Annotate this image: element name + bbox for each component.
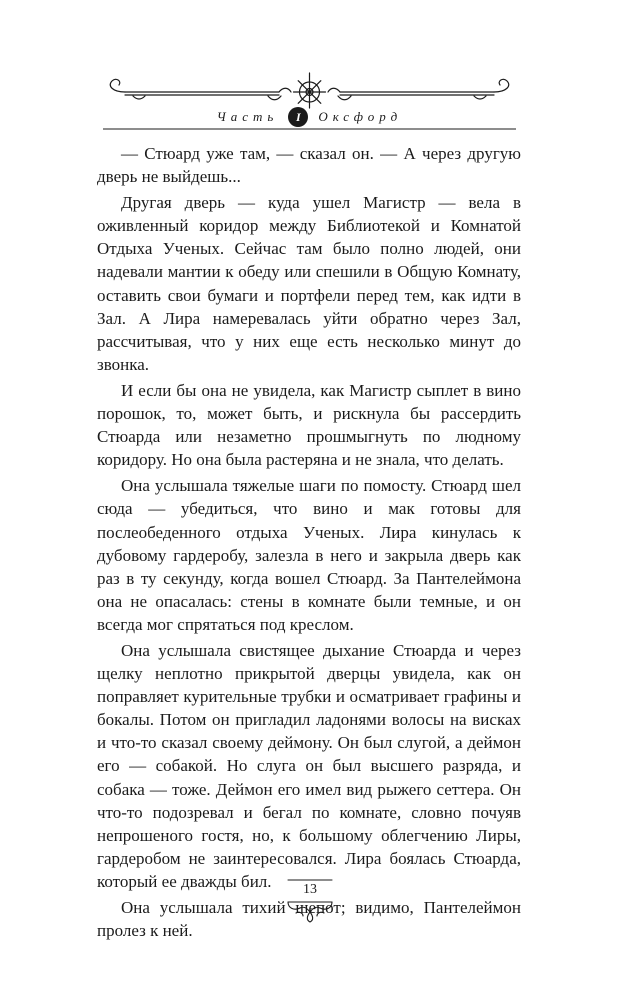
page-footer [270,878,350,924]
paragraph: И если бы она не увидела, как Магистр сыплет в вино порошок, то, может быть, и рискнула бы рассердить Стюарда или незаметно прошмыгнуть по людному коридору. Но она была растеряна и не знала, что делать. [97,380,521,470]
paragraph: — Стюард уже там, — сказал он. — А через другую дверь не выйдешь... [97,144,521,187]
paragraph: Она услышала тяжелые шаги по помосту. Стюард шел сюда — убедиться, что вино и мак готовы для послеобеденного отдыха Ученых. Лира кинулась к дубовому гардеробу, залезла в него и закрыла дверь как раз в ту секунду, когда вошел Стюард. За Пантелеймона она не опасалась: стены в комнате были темные, и он всегда мог спрятаться под креслом. [97,476,521,634]
running-header [103,72,516,130]
part-number-badge: I [288,107,308,127]
page-number: 13 [303,882,317,897]
paragraph: Она услышала свистящее дыхание Стюарда и через щелку неплотно прикрытой дверцы увидела, как он поправляет курительные трубки и осматривает графины и бокалы. Потом он пригладил ладонями волосы на висках и что-то сказал своему деймону. Он был слугой, а деймон его — собакой. Но слуга он был высшего разряда, и собака — тоже. Деймон его имел вид рыжего сеттера. Он что-то подозревал и бегал по комнате, словно почуяв непрошеного гостя, но, к большому облегчению Лиры, гардеробом не заинтересовался. Лира боялась Стюарда, который ее дважды бил. [97,640,521,891]
part-label: Часть [216,109,279,124]
paragraph: Другая дверь — куда ушел Магистр — вела в оживленный коридор между Библиотекой и Комнатой Отдыха Ученых. Сейчас там было полно людей, они надевали мантии к обеду или спешили в Общую Комнату, оставить свои бумаги и портфели перед тем, как идти в Зал. А Лира намеревалась уйти обратно через Зал, рассчитывая, что у них еще есть несколько минут до звонка. [97,193,521,374]
chapter-title: Оксфорд [318,109,403,124]
running-head [103,106,516,128]
paragraph: Она услышала тихий шепот; видимо, Пантелеймон пролез к ней. [97,898,521,941]
body-text [97,142,521,942]
